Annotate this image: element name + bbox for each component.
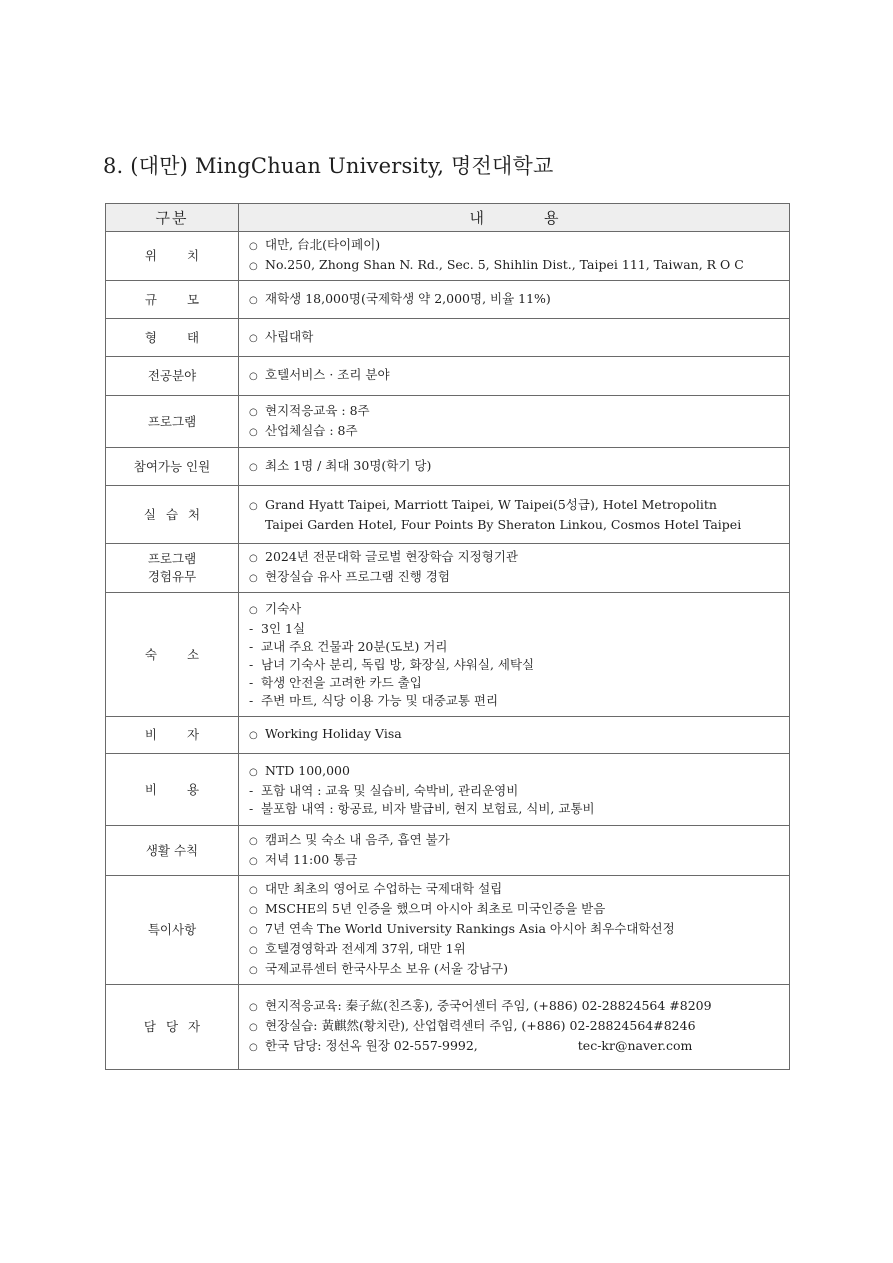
content-line [249, 880, 781, 900]
row-label-text: 담당자 [143, 1019, 211, 1034]
content-line [249, 782, 781, 800]
content-line [249, 762, 781, 782]
bullet-icon: ○ [249, 1042, 258, 1053]
header-category: 구분 [106, 204, 239, 232]
row-label [106, 754, 239, 826]
content-line [249, 620, 781, 638]
bullet-icon: ○ [249, 885, 258, 896]
content-text: 대만, 台北(타이페이) [265, 237, 381, 252]
row-label-text: 비자 [144, 727, 230, 742]
row-label [106, 281, 239, 319]
bullet-icon: ○ [249, 500, 258, 512]
dash-icon: - [249, 692, 254, 708]
table-row [106, 319, 790, 357]
bullet-icon: ○ [249, 241, 258, 252]
row-label-text: 프로그램 [147, 413, 197, 429]
row-label-text: 형태 [144, 329, 230, 345]
content-text: 저녁 11:00 통금 [265, 851, 358, 867]
content-line [249, 831, 781, 851]
row-label [106, 232, 239, 281]
dash-icon: - [249, 638, 254, 654]
page-title: 8. (대만) MingChuan University, 명전대학교 [103, 154, 554, 178]
content-text: 최소 1명 / 최대 30명(학기 당) [265, 457, 432, 473]
table-row [106, 396, 790, 448]
content-text: 대만 최초의 영어로 수업하는 국제대학 설립 [265, 881, 503, 896]
row-label [106, 486, 239, 544]
table-row [106, 826, 790, 876]
content-text: 호텔경영학과 전세계 37위, 대만 1위 [265, 941, 466, 956]
row-content [239, 826, 790, 876]
content-text: 산업체실습 : 8주 [265, 422, 358, 438]
table-row [106, 232, 790, 281]
content-text: 현지적응교육: 秦子紘(친즈홍), 중국어센터 주임, (+886) 02-28824564 #8209 [265, 998, 712, 1013]
row-content [239, 754, 790, 826]
dash-icon: - [249, 800, 254, 816]
bullet-icon: ○ [249, 925, 258, 936]
row-label-text: 특이사항 [147, 922, 197, 937]
contact-email: tec-kr@naver.com [577, 1038, 693, 1053]
row-label-text: 전공분야 [147, 368, 197, 383]
bullet-icon: ○ [249, 371, 258, 382]
bullet-icon: ○ [249, 1022, 258, 1033]
row-content [239, 357, 790, 396]
content-text: 현장실습 유사 프로그램 진행 경험 [265, 569, 450, 584]
content-text: 기숙사 [265, 600, 302, 616]
row-label [106, 396, 239, 448]
row-label-text: 위치 [144, 248, 230, 263]
table-row [106, 717, 790, 754]
row-label [106, 717, 239, 754]
program-info-table [105, 203, 790, 1070]
row-label-text: 경험유무 [147, 569, 197, 584]
row-label-text: 비용 [144, 781, 230, 797]
content-text: No.250, Zhong Shan N. Rd., Sec. 5, Shihlin Dist., Taipei 111, Taiwan, R O C [265, 257, 744, 272]
row-label-text: 프로그램 [147, 551, 197, 566]
content-line [249, 496, 781, 516]
row-content [239, 486, 790, 544]
table-row [106, 593, 790, 717]
content-line [249, 1017, 781, 1037]
content-text: 7년 연속 The World University Rankings Asia 아시아 최우수대학선정 [265, 921, 675, 936]
row-label [106, 544, 239, 593]
row-label-text: 규모 [144, 291, 230, 307]
bullet-icon: ○ [249, 965, 258, 976]
row-content [239, 448, 790, 486]
content-line [249, 402, 781, 422]
row-content [239, 396, 790, 448]
content-line [249, 256, 781, 276]
table-row [106, 281, 790, 319]
content-text: 주변 마트, 식당 이용 가능 및 대중교통 편리 [261, 692, 499, 708]
content-line [249, 290, 781, 310]
row-content [239, 544, 790, 593]
content-text: 남녀 기숙사 분리, 독립 방, 화장실, 샤워실, 세탁실 [261, 656, 535, 672]
content-text: 불포함 내역 : 항공료, 비자 발급비, 현지 보험료, 식비, 교통비 [261, 800, 595, 816]
content-text: 호텔서비스 · 조리 분야 [265, 367, 390, 382]
content-text: 현지적응교육 : 8주 [265, 402, 370, 418]
content-line [249, 457, 781, 477]
row-content [239, 593, 790, 717]
content-text: 포함 내역 : 교육 및 실습비, 숙박비, 관리운영비 [261, 782, 519, 798]
dash-icon: - [249, 656, 254, 672]
dash-icon: - [249, 620, 254, 636]
table-row [106, 544, 790, 593]
bullet-icon: ○ [249, 573, 258, 584]
content-text: 재학생 18,000명(국제학생 약 2,000명, 비율 11%) [265, 290, 551, 306]
row-label [106, 826, 239, 876]
content-line [249, 600, 781, 620]
content-line [249, 366, 781, 386]
content-text: 교내 주요 건물과 20분(도보) 거리 [261, 638, 448, 654]
table-row [106, 486, 790, 544]
row-content [239, 281, 790, 319]
bullet-icon: ○ [249, 553, 258, 564]
row-label [106, 319, 239, 357]
row-label [106, 448, 239, 486]
content-line [249, 800, 781, 818]
content-line [249, 236, 781, 256]
bullet-icon: ○ [249, 294, 258, 306]
bullet-icon: ○ [249, 945, 258, 956]
content-text: 국제교류센터 한국사무소 보유 (서울 강남구) [265, 961, 508, 976]
row-label-text: 생활 수칙 [145, 842, 199, 858]
dash-icon: - [249, 674, 254, 690]
bullet-icon: ○ [249, 835, 258, 847]
bullet-icon: ○ [249, 261, 258, 272]
bullet-icon: ○ [249, 332, 258, 344]
content-line [249, 548, 781, 568]
row-label-text: 실습처 [143, 506, 211, 522]
content-line [249, 422, 781, 442]
bullet-icon: ○ [249, 905, 258, 916]
row-content [239, 232, 790, 281]
content-text: 2024년 전문대학 글로벌 현장학습 지정형기관 [265, 549, 518, 564]
content-text: Grand Hyatt Taipei, Marriott Taipei, W Taipei(5성급), Hotel Metropolitn [265, 496, 717, 512]
content-line [249, 568, 781, 588]
content-line [249, 656, 781, 674]
content-line [249, 900, 781, 920]
content-line [249, 940, 781, 960]
table-row [106, 357, 790, 396]
bullet-icon: ○ [249, 855, 258, 867]
row-content [239, 319, 790, 357]
bullet-icon: ○ [249, 730, 258, 741]
table-header-row [106, 204, 790, 232]
content-line [249, 674, 781, 692]
content-text: 학생 안전을 고려한 카드 출입 [261, 674, 422, 690]
content-line [249, 725, 781, 745]
row-label-text: 숙소 [144, 646, 230, 662]
row-content [239, 985, 790, 1070]
table-row [106, 876, 790, 985]
content-line [249, 920, 781, 940]
content-line [249, 638, 781, 656]
row-content [239, 717, 790, 754]
content-line [249, 328, 781, 348]
content-text: 한국 담당: 정선옥 원장 02-557-9992, [265, 1038, 478, 1053]
row-label [106, 985, 239, 1070]
row-label [106, 593, 239, 717]
content-text: Working Holiday Visa [265, 726, 402, 741]
bullet-icon: ○ [249, 1002, 258, 1013]
row-content [239, 876, 790, 985]
content-line [249, 851, 781, 871]
table-row [106, 985, 790, 1070]
content-text: MSCHE의 5년 인증을 했으며 아시아 최초로 미국인증을 받음 [265, 901, 606, 916]
content-text: NTD 100,000 [265, 762, 350, 778]
content-text: 현장실습: 黃麒然(황치란), 산업협력센터 주임, (+886) 02-28824564#8246 [265, 1018, 696, 1033]
dash-icon: - [249, 782, 254, 798]
content-text: 3인 1실 [261, 620, 306, 636]
content-line [249, 692, 781, 710]
content-text: 사립대학 [265, 328, 314, 344]
content-line [249, 960, 781, 980]
table-row [106, 448, 790, 486]
row-label-text: 참여가능 인원 [133, 458, 211, 474]
content-line [249, 997, 781, 1017]
table-row [106, 754, 790, 826]
bullet-icon: ○ [249, 426, 258, 438]
bullet-icon: ○ [249, 406, 258, 418]
content-text: Taipei Garden Hotel, Four Points By Sheraton Linkou, Cosmos Hotel Taipei [265, 516, 742, 532]
content-line [249, 1037, 781, 1057]
bullet-icon: ○ [249, 604, 258, 616]
row-label [106, 357, 239, 396]
content-line [249, 516, 781, 534]
row-label [106, 876, 239, 985]
header-content: 내용 [239, 204, 790, 232]
bullet-icon: ○ [249, 766, 258, 778]
bullet-icon: ○ [249, 461, 258, 473]
content-text: 캠퍼스 및 숙소 내 음주, 흡연 불가 [265, 831, 450, 847]
